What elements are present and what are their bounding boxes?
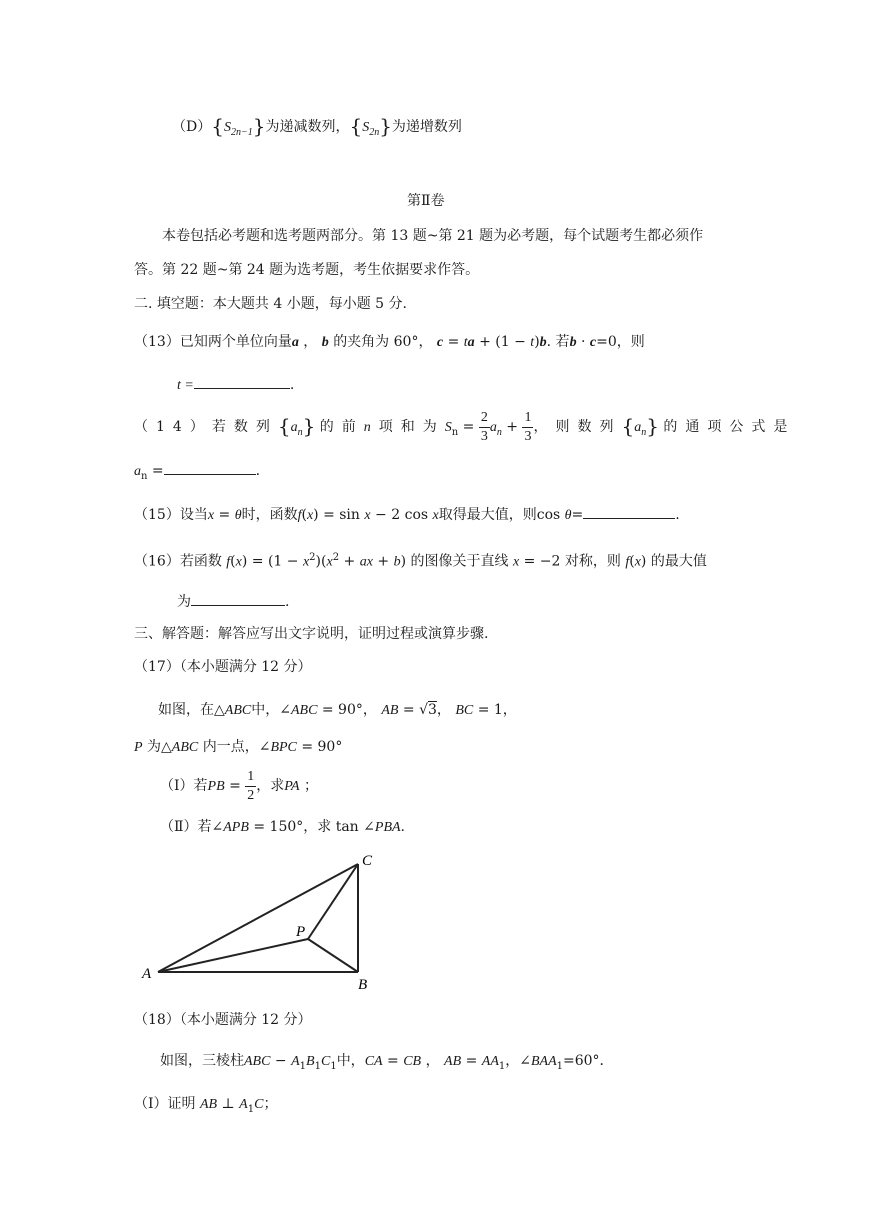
q13-text1: 已知两个单位向量 — [179, 334, 292, 350]
q16-text4: 的最大值 — [650, 553, 707, 570]
segment-pc — [308, 864, 358, 939]
q17-line2b: 内一点，∠ — [202, 739, 271, 755]
q16-text1: 若函数 — [179, 553, 222, 570]
question-13: （13）已知两个单位向量a ， b 的夹角为 60°， c = ta + (1 − t)b. 若b · c=0，则 — [134, 334, 645, 350]
q16-answer: 为 . — [177, 591, 289, 612]
option-d-text1: 为递减数列， — [265, 119, 350, 135]
q14-number: （14） — [134, 419, 212, 435]
option-d-label: （D） — [172, 119, 212, 135]
q14-answer-label: a — [134, 464, 141, 479]
q16-text2: 的图像关于直线 — [410, 553, 509, 570]
option-d-text2: 为递增数列 — [391, 119, 462, 135]
q17-line1: 如图，在△ABC中，∠ABC = 90°， AB = √3， BC = 1， — [158, 702, 517, 718]
q15-text2: 时，函数 — [241, 507, 298, 523]
q17-line2a: 为△ — [147, 739, 172, 755]
q18-part1b: ； — [263, 1096, 278, 1112]
q16-text3: 对称，则 — [564, 553, 621, 570]
q18-line1e: =60°． — [563, 1053, 614, 1069]
q18-line1d: ，∠ — [505, 1053, 531, 1069]
q13-text2: 的夹角为 60°， — [333, 334, 433, 350]
q18-part1a: （Ⅰ）证明 — [134, 1096, 196, 1112]
q14-text5: ，则数列 — [533, 419, 622, 435]
label-b: B — [358, 977, 368, 993]
q13-answer: t = . — [177, 374, 294, 396]
q14-text1: 若数列 — [211, 419, 278, 435]
q14-answer-eq: = — [147, 463, 164, 479]
q15-text3: 取得最大值，则 — [438, 507, 537, 523]
segment-pb — [308, 939, 358, 972]
q17-line1c: = 90°， — [321, 702, 377, 718]
q18-number: （18）（本小题满分 12 分） — [134, 1012, 312, 1028]
q17-line2c: = 90° — [301, 739, 343, 755]
q17-part2c: . — [400, 819, 405, 835]
q17-number: （17）（本小题满分 12 分） — [134, 659, 312, 675]
q15-text1: 设当 — [179, 507, 208, 523]
q17-line1b: 中，∠ — [251, 702, 291, 718]
q17-part1c: ； — [304, 778, 319, 794]
q14-answer-blank[interactable] — [164, 460, 256, 475]
q17-part2b: = 150°，求 tan ∠ — [253, 819, 375, 835]
section-title: 第Ⅱ卷 — [407, 193, 445, 209]
intro-line-2: 答。第 22 题~第 24 题为选考题，考生依据要求作答。 — [134, 262, 480, 278]
q14-text2: 的前 — [319, 419, 364, 435]
label-p: P — [296, 924, 306, 940]
q13-text4: =0，则 — [596, 334, 645, 350]
segment-ap — [158, 939, 308, 972]
q17-part2: （Ⅱ）若∠APB = 150°，求 tan ∠PBA. — [160, 819, 405, 835]
q18-line1c: ， — [425, 1053, 440, 1069]
q15-answer-blank[interactable] — [583, 504, 675, 519]
segment-ac — [158, 864, 358, 972]
q18-line1b: 中， — [336, 1053, 365, 1069]
triangle-figure — [140, 850, 380, 995]
q14-answer: $a_n$ = . — [134, 460, 260, 487]
q15-number: （15） — [134, 507, 180, 523]
q13-number: （13） — [134, 334, 180, 350]
q15-text4: = — [571, 507, 584, 523]
intro-line-1: 本卷包括必考题和选考题两部分。第 13 题~第 21 题为必考题，每个试题考生都必须作 — [162, 228, 704, 244]
q17-part1a: （Ⅰ）若 — [160, 778, 208, 794]
option-d: $(D)\{S_{2n-1}\}$为递减数列，$\{S_{2n}\}$为递增数列 — [172, 114, 462, 138]
q17-part1: （Ⅰ）若PB = $\frac{1}{2}$ ，求PA ； — [160, 768, 319, 803]
q17-part2a: （Ⅱ）若∠ — [160, 819, 224, 835]
question-14: （14）若数列$\{a_n\}$ 的前n 项和为$S_n$ = $\frac{2}{3}$ $a_n$ + $\frac{1}{3}$ ，则数列$\{a_n\}$ 的通项公式是 — [134, 409, 796, 444]
q18-line1a: 如图，三棱柱 — [160, 1053, 244, 1069]
q14-answer-sub: n — [141, 470, 148, 482]
q16-number: （16） — [134, 553, 180, 570]
q13-answer-blank[interactable] — [194, 374, 290, 389]
q14-text4: 项和为 — [378, 419, 445, 435]
q13-text3: . 若 — [546, 334, 570, 350]
fill-heading: 二. 填空题：本大题共 4 小题，每小题 5 分. — [134, 296, 407, 312]
q18-part1: （Ⅰ）证明 AB ⊥ $A_1C$； — [134, 1096, 278, 1115]
q17-line1a: 如图，在△ — [158, 702, 225, 718]
q13-answer-label: t = — [177, 378, 194, 393]
solve-heading: 三、解答题：解答应写出文字说明，证明过程或演算步骤. — [134, 626, 489, 642]
q16-answer-blank[interactable] — [191, 591, 285, 606]
q14-text6: 的通项公式是 — [663, 419, 796, 435]
q16-answer-label: 为 — [177, 594, 191, 610]
question-16: （16）若函数 $f(x) = (1 - x^2)(x^2$ + ax + b) 的图像关于直线 x = −2 对称，则 f(x) 的最大值 — [134, 552, 707, 570]
question-15: （15）设当x = θ时，函数f(x) = sin x − 2 cos x取得最大值，则cos θ= . — [134, 504, 680, 526]
label-c: C — [362, 853, 373, 869]
label-a: A — [142, 966, 152, 982]
q17-part1b: ，求 — [256, 778, 285, 794]
q14-text3: n — [363, 420, 371, 435]
q18-line1: 如图，三棱柱ABC − $A_1B_1C_1$中，CA = CB ， AB = $AA_1$，$\angle BAA_1=60^\circ$． — [160, 1053, 614, 1072]
q17-line2: P 为△ABC 内一点，∠BPC = 90° — [134, 739, 343, 755]
